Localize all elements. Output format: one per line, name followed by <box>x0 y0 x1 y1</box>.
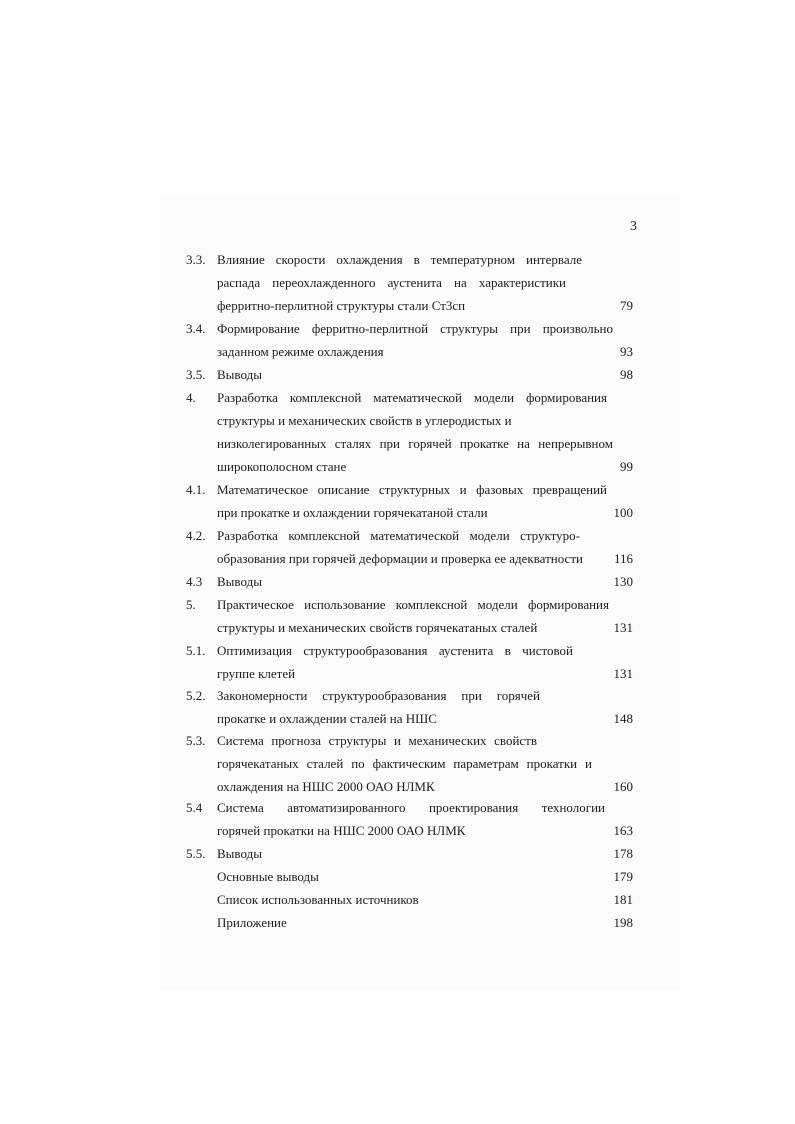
entry-title-line: Выводы <box>217 846 262 861</box>
entry-title-line: Практическое использование комплексной модели формирования <box>217 597 609 612</box>
entry-title-line: Закономерности структурообразования при горячей <box>217 688 540 703</box>
entry-page-number: 131 <box>613 620 633 635</box>
entry-page-number: 198 <box>613 915 633 930</box>
entry-title-line: Математическое описание структурных и фазовых превращений <box>217 482 607 497</box>
entry-title-line: низколегированных сталях при горячей прокатке на непрерывном <box>217 436 613 451</box>
section-number: 4.2. <box>186 528 206 543</box>
section-number: 3.4. <box>186 321 206 336</box>
entry-page-number: 131 <box>613 666 633 681</box>
entry-title-line: Влияние скорости охлаждения в температурном интервале <box>217 252 582 267</box>
section-number: 5.5. <box>186 846 206 861</box>
entry-title-line: заданном режиме охлаждения <box>217 344 384 359</box>
entry-page-number: 93 <box>620 344 633 359</box>
section-number: 5.4 <box>186 800 203 815</box>
entry-title-line: образования при горячей деформации и проверка ее адекватности <box>217 551 583 566</box>
entry-page-number: 160 <box>613 779 633 794</box>
entry-page-number: 148 <box>613 711 633 726</box>
entry-title-line: Разработка комплексной математической модели формирования <box>217 390 607 405</box>
entry-title-line: Список использованных источников <box>217 892 419 907</box>
entry-title-line: Формирование ферритно-перлитной структуры при произвольно <box>217 321 613 336</box>
entry-title-line: группе клетей <box>217 666 296 681</box>
entry-title-line: Оптимизация структурообразования аустенита в чистовой <box>217 643 573 658</box>
entry-title-line: Разработка комплексной математической модели структуро- <box>217 528 580 543</box>
entry-title-line: Система прогноза структуры и механических свойств <box>217 733 537 748</box>
section-number: 3.3. <box>186 252 206 267</box>
entry-page-number: 163 <box>613 823 633 838</box>
entry-title-line: при прокатке и охлаждении горячекатаной стали <box>217 505 488 520</box>
entry-title-line: Выводы <box>217 367 262 382</box>
section-number: 4.1. <box>186 482 206 497</box>
entry-title-line: структуры и механических свойств горячекатаных сталей <box>217 620 538 635</box>
section-number: 5.2. <box>186 688 206 703</box>
entry-title-line: Приложение <box>217 915 287 930</box>
section-number: 5. <box>186 597 196 612</box>
entry-title-line: горячей прокатки на НШС 2000 ОАО НЛМК <box>217 823 466 838</box>
entry-title-line: Выводы <box>217 574 262 589</box>
entry-page-number: 98 <box>620 367 633 382</box>
section-number: 5.3. <box>186 733 206 748</box>
section-number: 4. <box>186 390 196 405</box>
entry-page-number: 100 <box>613 505 633 520</box>
entry-title-line: структуры и механических свойств в углеродистых и <box>217 413 512 428</box>
entry-title-line: горячекатаных сталей по фактическим параметрам прокатки и <box>217 756 592 771</box>
entry-title-line: распада переохлажденного аустенита на характеристики <box>217 275 566 290</box>
entry-page-number: 79 <box>620 298 633 313</box>
page-number: 3 <box>630 219 637 234</box>
entry-title-line: охлаждения на НШС 2000 ОАО НЛМК <box>217 779 435 794</box>
section-number: 4.3 <box>186 574 203 589</box>
entry-page-number: 179 <box>613 869 633 884</box>
entry-title-line: Система автоматизированного проектирования технологии <box>217 800 605 815</box>
entry-title-line: Основные выводы <box>217 869 319 884</box>
section-number: 3.5. <box>186 367 206 382</box>
entry-title-line: прокатке и охлаждении сталей на НШС <box>217 711 437 726</box>
entry-page-number: 116 <box>613 551 633 566</box>
entry-title-line: широкополосном стане <box>217 459 347 474</box>
entry-title-line: ферритно-перлитной структуры стали Ст3сп <box>217 298 466 313</box>
entry-page-number: 130 <box>613 574 633 589</box>
entry-page-number: 181 <box>613 892 633 907</box>
entry-page-number: 99 <box>620 459 633 474</box>
section-number: 5.1. <box>186 643 206 658</box>
entry-page-number: 178 <box>613 846 633 861</box>
